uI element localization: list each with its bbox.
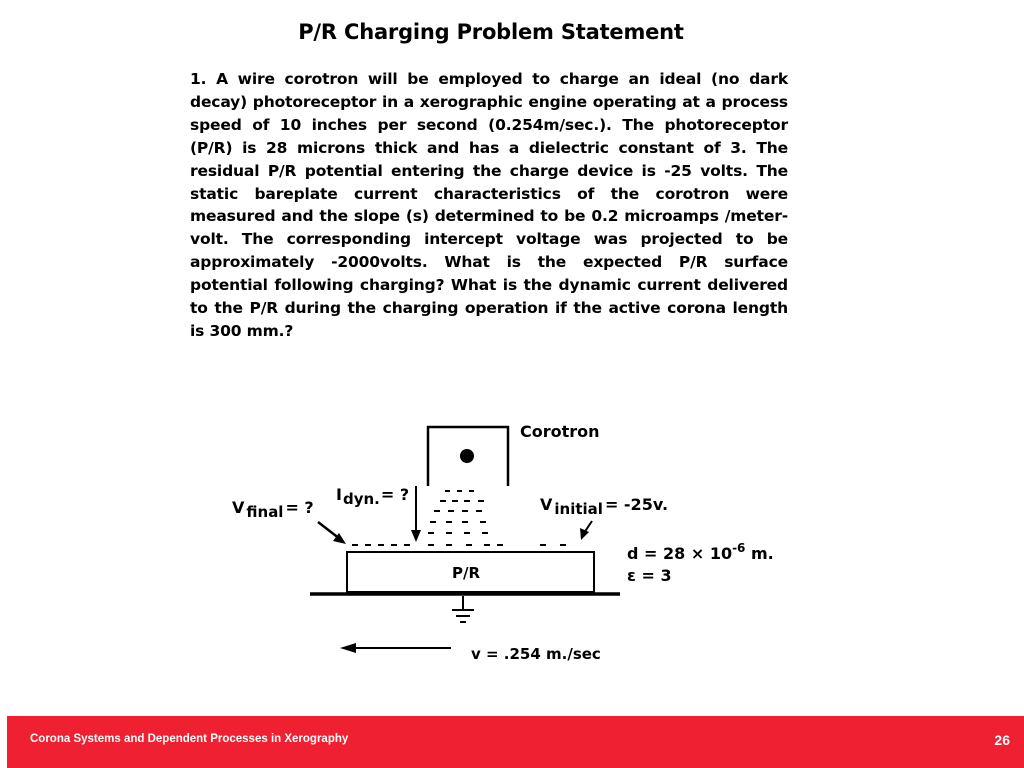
v-initial-label: V initial = -25v. [540, 495, 669, 518]
dielectric-label: ε = 3 [627, 566, 672, 585]
footer-title: Corona Systems and Dependent Processes in Xerography [30, 733, 349, 745]
i-dyn-label: Idyn.= ? [336, 485, 410, 508]
v-final-label: V final = ? [232, 498, 314, 521]
corona-wire [460, 449, 474, 463]
velocity-label: v = .254 m./sec [471, 645, 601, 663]
footer-bar [7, 716, 1024, 768]
pr-label: P/R [451, 564, 481, 582]
page-number: 26 [994, 732, 1010, 748]
i-dyn-arrowhead [411, 530, 421, 542]
thickness-label: $d = 28 \times 10^{-6}$ m. [627, 541, 774, 563]
ground-symbol [452, 596, 474, 622]
problem-statement: 1. A wire corotron will be employed to charge an ideal (no dark decay) photoreceptor in a xerographic engine operating at a process speed of 10 inches per second (0.254m/sec.). The photoreceptor (P/R) is 28 microns thick and has a dielectric constant of 3. The residual P/R potential entering the charge device is -25 volts. The static bareplate current characteristics of the corotron were measured and the slope (s) determined to be 0.2 microamps /meter-volt. The corresponding intercept voltage was projected to be approximately -2000volts. What is the expected P/R surface potential following charging? What is the dynamic current delivered to the P/R during the charging operation if the active corona length is 300 mm.? [190, 70, 788, 340]
velocity-arrowhead [340, 643, 356, 653]
v-initial-arrowhead [580, 528, 589, 540]
ion-charges [428, 491, 488, 533]
corotron-label: Corotron [520, 422, 600, 441]
slide-title: P/R Charging Problem Statement [298, 20, 684, 44]
